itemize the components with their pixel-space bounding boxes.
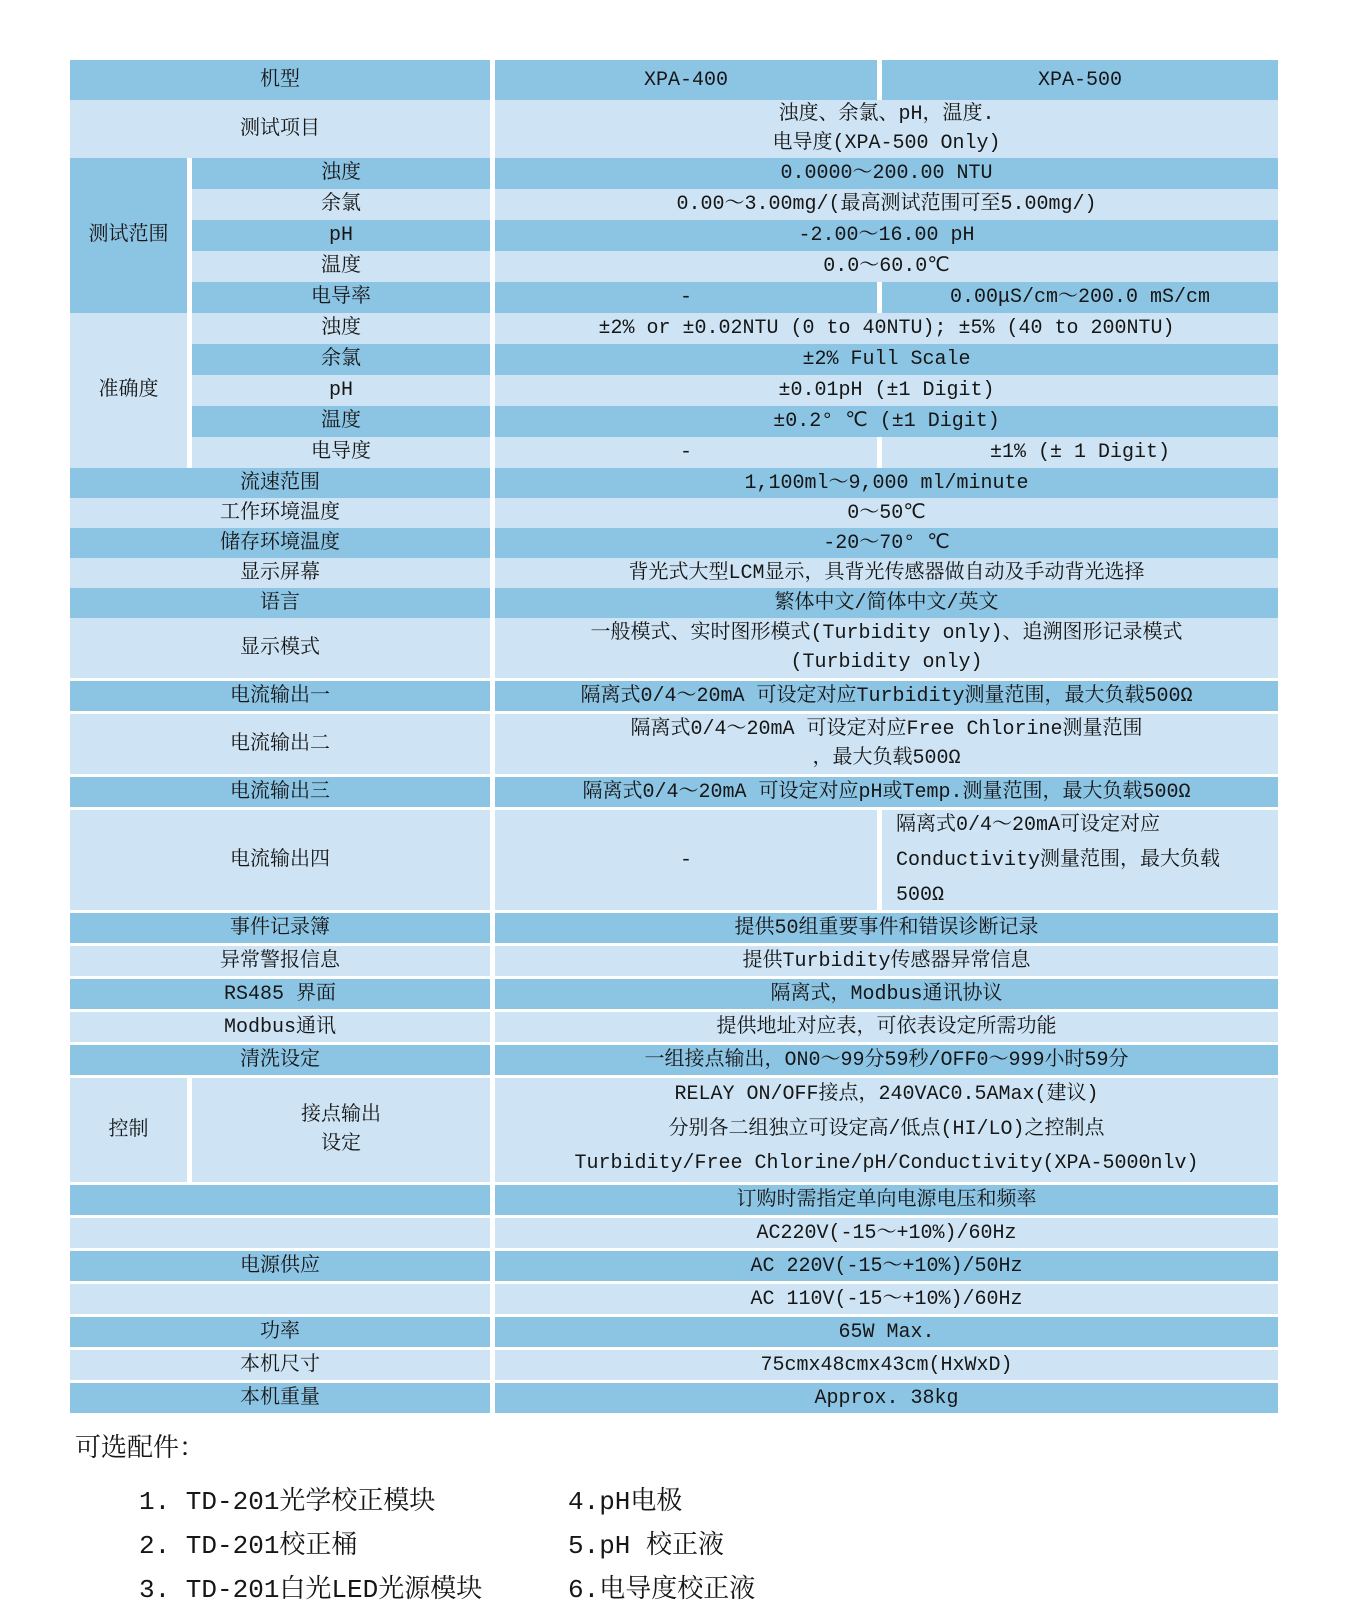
modbus-value: 提供地址对应表，可依表设定所需功能 [495,1012,1278,1042]
row-language [70,588,1278,618]
row-range-temp [192,251,1278,282]
acc-conductivity-label: 电导度 [192,437,490,468]
event-log-value: 提供50组重要事件和错误诊断记录 [495,913,1278,943]
display-value: 背光式大型LCM显示，具背光传感器做自动及手动背光选择 [495,558,1278,588]
model-label: 机型 [70,60,490,100]
row-event-log [70,913,1278,946]
out4-v2: 隔离式0/4～20mA可设定对应Conductivity测量范围，最大负载500Ω [882,810,1278,910]
range-turbidity-label: 浊度 [192,158,490,189]
row-dimensions [70,1350,1278,1383]
display-mode-line2: (Turbidity only) [790,651,983,674]
row-out4 [70,810,1278,913]
row-acc-chlorine [192,344,1278,375]
flow-value: 1,100ml～9,000 ml/minute [495,468,1278,498]
power-note-label [70,1185,490,1215]
row-test-items [70,100,1278,158]
acc-temp-value: ±0.2° ℃ (±1 Digit) [495,406,1278,437]
power1-label [70,1218,490,1248]
display-mode-line1: 一般模式、实时图形模式(Turbidity only)、追溯图形记录模式 [590,622,1183,645]
row-range-conductivity [192,282,1278,313]
row-watt [70,1317,1278,1350]
acc-chlorine-label: 余氯 [192,344,490,375]
out2-label: 电流输出二 [70,714,490,774]
accessory-item-5: 5.pH 校正液 [568,1531,725,1561]
dimensions-value: 75cmx48cmx43cm(HxWxD) [495,1350,1278,1380]
work-temp-label: 工作环境温度 [70,498,490,528]
row-power3 [70,1284,1278,1317]
language-label: 语言 [70,588,490,618]
cleaning-value: 一组接点输出，ON0～99分59秒/OFF0～999小时59分 [495,1045,1278,1075]
row-range-chlorine [192,189,1278,220]
control-sublabel [192,1078,490,1182]
storage-temp-value: -20～70° ℃ [495,528,1278,558]
acc-ph-label: pH [192,375,490,406]
accessories-row-1 [75,1480,755,1524]
power3-value: AC 110V(-15～+10%)/60Hz [495,1284,1278,1314]
out1-value: 隔离式0/4～20mA 可设定对应Turbidity测量范围，最大负载500Ω [495,681,1278,711]
control-line1: RELAY ON/OFF接点，240VAC0.5AMax(建议) [674,1083,1099,1107]
row-out2 [70,714,1278,777]
event-log-label: 事件记录簿 [70,913,490,943]
model-xpa400: XPA-400 [495,60,877,100]
out4-label: 电流输出四 [70,810,490,910]
out2-line2: ，最大负载500Ω [812,747,961,770]
range-group-body [192,158,1278,313]
accuracy-group-label: 准确度 [70,313,187,468]
out2-value [495,714,1278,774]
test-items-line1: 浊度、余氯、pH，温度. [778,103,995,126]
accessory-item-3: 3. TD-201白光LED光源模块 [139,1575,483,1605]
control-sublabel-line2: 设定 [321,1133,361,1156]
power2-value: AC 220V(-15～+10%)/50Hz [495,1251,1278,1281]
rs485-value: 隔离式，Modbus通讯协议 [495,979,1278,1009]
row-acc-ph [192,375,1278,406]
row-power-note [70,1185,1278,1218]
power-note-value: 订购时需指定单向电源电压和频率 [495,1185,1278,1215]
watt-label: 功率 [70,1317,490,1347]
row-acc-temp [192,406,1278,437]
dimensions-label: 本机尺寸 [70,1350,490,1380]
range-conductivity-v1: - [495,282,877,313]
accessory-item-6: 6.电导度校正液 [568,1575,756,1605]
acc-turbidity-label: 浊度 [192,313,490,344]
range-ph-value: -2.00～16.00 pH [495,220,1278,251]
spec-table [70,60,1278,1413]
range-turbidity-value: 0.0000～200.00 NTU [495,158,1278,189]
power3-label [70,1284,490,1314]
flow-label: 流速范围 [70,468,490,498]
range-chlorine-label: 余氯 [192,189,490,220]
out3-value: 隔离式0/4～20mA 可设定对应pH或Temp.测量范围，最大负载500Ω [495,777,1278,807]
row-model [70,60,1278,100]
row-power1 [70,1218,1278,1251]
row-rs485 [70,979,1278,1012]
control-content [495,1078,1278,1182]
accuracy-group-body [192,313,1278,468]
language-value: 繁体中文/简体中文/英文 [495,588,1278,618]
rs485-label: RS485 界面 [70,979,490,1009]
control-line2: 分别各二组独立可设定高/低点(HI/LO)之控制点 [668,1117,1105,1141]
acc-turbidity-value: ±2% or ±0.02NTU (0 to 40NTU); ±5% (40 to 200NTU) [495,313,1278,344]
acc-ph-value: ±0.01pH (±1 Digit) [495,375,1278,406]
row-out1 [70,681,1278,714]
range-chlorine-value: 0.00～3.00mg/(最高测试范围可至5.00mg/) [495,189,1278,220]
group-control [70,1078,1278,1185]
modbus-label: Modbus通讯 [70,1012,490,1042]
weight-label: 本机重量 [70,1383,490,1413]
row-display [70,558,1278,588]
row-cleaning [70,1045,1278,1078]
range-conductivity-v2: 0.00μS/cm～200.0 mS/cm [882,282,1278,313]
row-power2 [70,1251,1278,1284]
control-line3: Turbidity/Free Chlorine/pH/Conductivity(XPA-5000nlv) [574,1152,1199,1176]
row-work-temp [70,498,1278,528]
row-out3 [70,777,1278,810]
group-range [70,158,1278,313]
watt-value: 65W Max. [495,1317,1278,1347]
acc-temp-label: 温度 [192,406,490,437]
accessories-title: 可选配件： [75,1434,206,1464]
row-acc-turbidity [192,313,1278,344]
row-acc-conductivity [192,437,1278,468]
group-accuracy [70,313,1278,468]
out3-label: 电流输出三 [70,777,490,807]
test-items-line2: 电导度(XPA-500 Only) [772,132,1001,155]
power-supply-label: 电源供应 [70,1251,490,1281]
work-temp-value: 0～50℃ [495,498,1278,528]
row-modbus [70,1012,1278,1045]
display-mode-value [495,618,1278,678]
acc-chlorine-value: ±2% Full Scale [495,344,1278,375]
storage-temp-label: 储存环境温度 [70,528,490,558]
row-range-turbidity [192,158,1278,189]
range-conductivity-label: 电导率 [192,282,490,313]
accessories-row-2 [75,1524,755,1568]
display-mode-label: 显示模式 [70,618,490,678]
range-temp-label: 温度 [192,251,490,282]
out2-line1: 隔离式0/4～20mA 可设定对应Free Chlorine测量范围 [630,718,1143,741]
model-xpa500: XPA-500 [882,60,1278,100]
row-storage-temp [70,528,1278,558]
test-items-label: 测试项目 [70,100,490,158]
accessories-row-3 [75,1568,755,1612]
alarm-label: 异常警报信息 [70,946,490,976]
alarm-value: 提供Turbidity传感器异常信息 [495,946,1278,976]
acc-conductivity-v2: ±1% (± 1 Digit) [882,437,1278,468]
out1-label: 电流输出一 [70,681,490,711]
control-group-label: 控制 [70,1078,187,1182]
power1-value: AC220V(-15～+10%)/60Hz [495,1218,1278,1248]
cleaning-label: 清洗设定 [70,1045,490,1075]
row-alarm [70,946,1278,979]
acc-conductivity-v1: - [495,437,877,468]
out4-v1: - [495,810,877,910]
accessories-section [75,1432,755,1612]
row-display-mode [70,618,1278,681]
display-label: 显示屏幕 [70,558,490,588]
weight-value: Approx. 38kg [495,1383,1278,1413]
range-ph-label: pH [192,220,490,251]
row-weight [70,1383,1278,1413]
accessory-item-2: 2. TD-201校正桶 [139,1531,358,1561]
control-sublabel-line1: 接点输出 [301,1104,381,1127]
range-temp-value: 0.0～60.0℃ [495,251,1278,282]
accessory-item-4: 4.pH电极 [568,1487,683,1517]
row-flow [70,468,1278,498]
test-items-value [495,100,1278,158]
row-range-ph [192,220,1278,251]
range-group-label: 测试范围 [70,158,187,313]
accessory-item-1: 1. TD-201光学校正模块 [139,1487,436,1517]
